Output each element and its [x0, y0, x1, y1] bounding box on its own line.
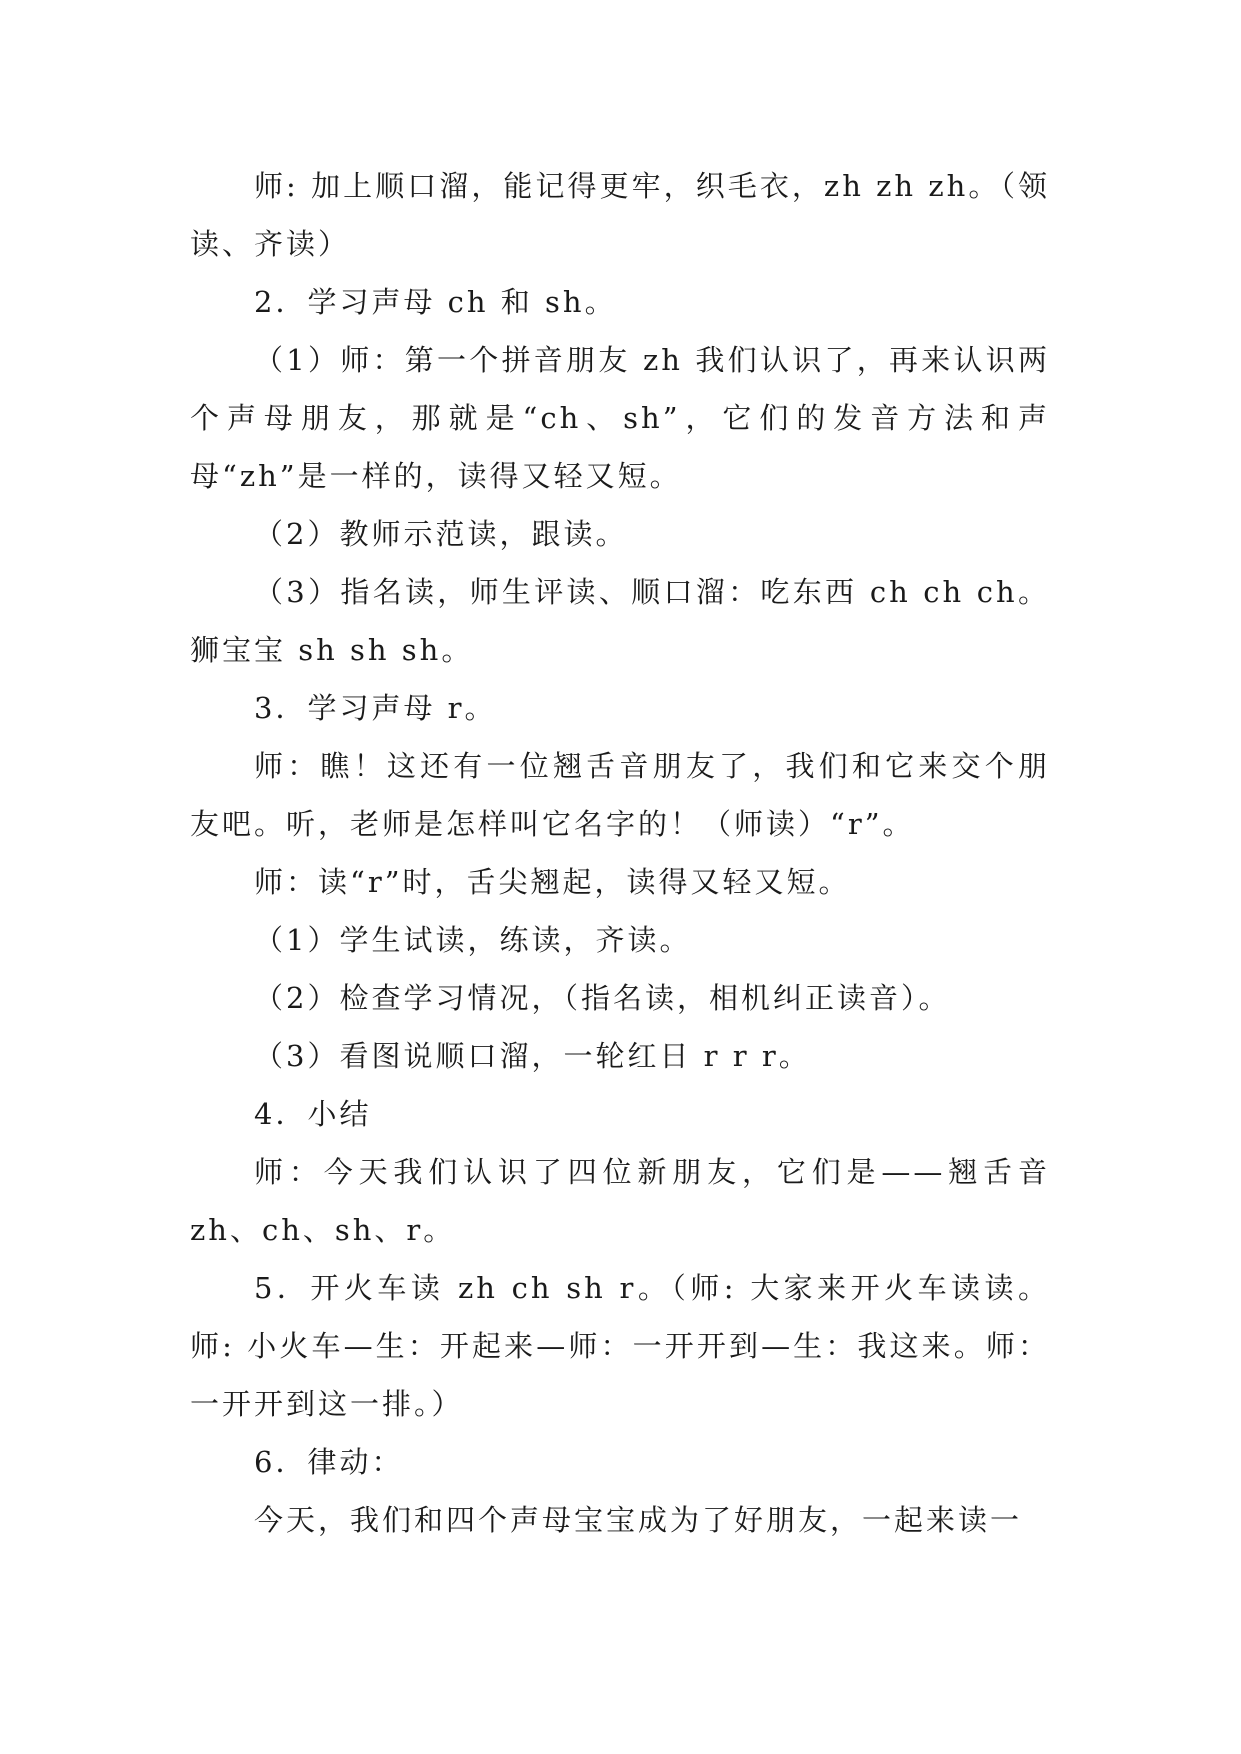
section-heading: 4．小结 [254, 1097, 372, 1131]
paragraph: 师: 加上顺口溜，能记得更牢，织毛衣，zh zh zh。（领读、齐读） [190, 169, 1050, 261]
paragraph: （1）师：第一个拼音朋友 zh 我们认识了，再来认识两个声母朋友，那就是“ch、sh”，它们的发音方法和声母“zh”是一样的，读得又轻又短。 [190, 343, 1050, 493]
section-heading: 6．律动： [254, 1445, 404, 1479]
paragraph: 师：读“r”时，舌尖翘起，读得又轻又短。 [254, 865, 851, 899]
paragraph: （1）学生试读，练读，齐读。 [254, 923, 692, 957]
paragraph: 今天，我们和四个声母宝宝成为了好朋友，一起来读一 [254, 1503, 1023, 1537]
paragraph: 师：瞧！这还有一位翘舌音朋友了，我们和它来交个朋友吧。听，老师是怎样叫它名字的！（师读）“r”。 [190, 749, 1050, 841]
paragraph: （2）检查学习情况，（指名读，相机纠正读音）。 [254, 981, 951, 1015]
section-heading: 2．学习声母 ch 和 sh。 [254, 285, 617, 319]
paragraph: （2）教师示范读，跟读。 [254, 517, 628, 551]
document-body [190, 157, 1050, 1549]
paragraph: （3）看图说顺口溜，一轮红日 r r r。 [254, 1039, 811, 1073]
section-heading: 3．学习声母 r。 [254, 691, 497, 725]
paragraph: 5．开火车读 zh ch sh r。（师: 大家来开火车读读。师: 小火车—生：开起来—师：一开开到—生：我这来。师：一开开到这一排。） [190, 1271, 1050, 1421]
paragraph: （3）指名读，师生评读、顺口溜：吃东西 ch ch ch。狮宝宝 sh sh sh。 [190, 575, 1050, 667]
paragraph: 师：今天我们认识了四位新朋友，它们是——翘舌音 zh、ch、sh、r。 [190, 1155, 1050, 1247]
